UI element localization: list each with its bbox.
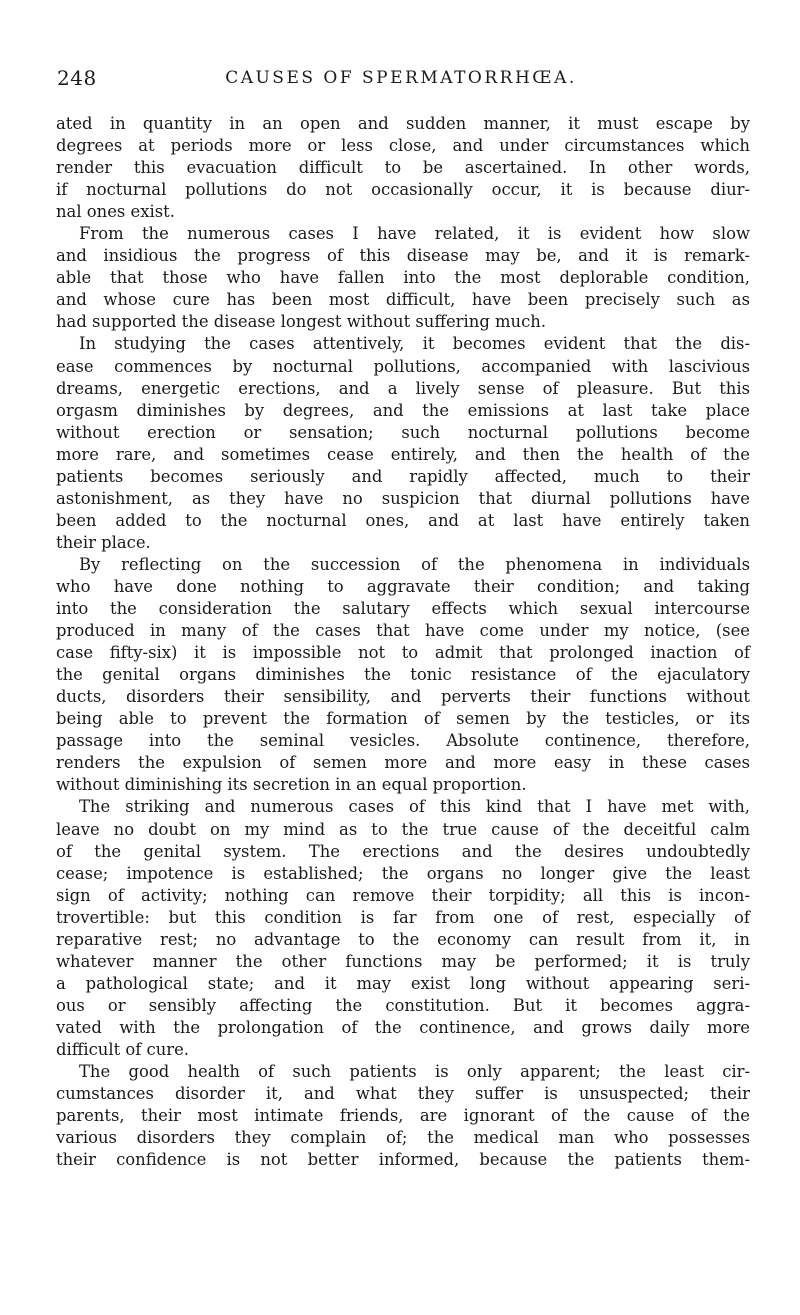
text-line: sign of activity; nothing can remove their torpidity; all this is incon- (56, 885, 750, 905)
text-line: who have done nothing to aggravate their condition; and taking (56, 576, 750, 596)
text-line: ducts, disorders their sensibility, and perverts their functions without (56, 687, 750, 707)
text-line: The good health of such patients is only apparent; the least cir- (79, 1062, 750, 1082)
text-line: From the numerous cases I have related, it is evident how slow (79, 224, 750, 244)
text-line: their confidence is not better informed, because the patients them- (56, 1150, 750, 1170)
text-line: produced in many of the cases that have come under my notice, (see (56, 621, 750, 641)
text-line: and whose cure has been most difficult, have been precisely such as (56, 290, 750, 310)
text-line: astonishment, as they have no suspicion that diurnal pollutions have (56, 488, 750, 508)
text-line: degrees at periods more or less close, and under circumstances which (56, 136, 750, 156)
text-line: ous or sensibly affecting the constitution. But it becomes aggra- (56, 995, 750, 1015)
text-line: reparative rest; no advantage to the economy can result from it, in (56, 929, 750, 949)
text-line: parents, their most intimate friends, are ignorant of the cause of the (56, 1106, 750, 1126)
text-line: cease; impotence is established; the organs no longer give the least (56, 863, 750, 883)
text-line: nal ones exist. (56, 202, 175, 222)
text-line: In studying the cases attentively, it becomes evident that the dis- (79, 334, 750, 354)
text-line: their place. (56, 532, 151, 552)
text-line: case fifty-six) it is impossible not to admit that prolonged inaction of (56, 643, 750, 663)
running-title: CAUSES OF SPERMATORRHŒA. (225, 68, 577, 88)
text-line: leave no doubt on my mind as to the true cause of the deceitful calm (56, 819, 750, 839)
text-line: trovertible: but this condition is far from one of rest, especially of (56, 907, 750, 927)
page-header (57, 66, 745, 92)
text-line: difficult of cure. (56, 1039, 190, 1059)
text-line: had supported the disease longest without suffering much. (56, 312, 547, 332)
text-line: The striking and numerous cases of this kind that I have met with, (79, 797, 750, 817)
text-line: more rare, and sometimes cease entirely, and then the health of the (56, 444, 750, 464)
text-line: the genital organs diminishes the tonic resistance of the ejaculatory (56, 665, 750, 685)
text-line: able that those who have fallen into the most deplorable condition, (56, 268, 750, 288)
text-line: patients becomes seriously and rapidly affected, much to their (56, 466, 750, 486)
text-line: By reflecting on the succession of the phenomena in individuals (79, 554, 750, 574)
text-line: whatever manner the other functions may be performed; it is truly (56, 951, 750, 971)
text-line: cumstances disorder it, and what they suffer is unsuspected; their (56, 1084, 750, 1104)
text-line: vated with the prolongation of the continence, and grows daily more (56, 1017, 750, 1037)
text-line: dreams, energetic erections, and a lively sense of pleasure. But this (56, 378, 750, 398)
text-line: without erection or sensation; such nocturnal pollutions become (56, 422, 750, 442)
text-line: if nocturnal pollutions do not occasionally occur, it is because diur- (56, 180, 750, 200)
text-line: into the consideration the salutary effects which sexual intercourse (56, 599, 750, 619)
text-line: of the genital system. The erections and the desires undoubtedly (56, 841, 750, 861)
page-number: 248 (57, 66, 97, 90)
text-line: without diminishing its secretion in an equal proportion. (56, 775, 527, 795)
text-line: orgasm diminishes by degrees, and the emissions at last take place (56, 400, 750, 420)
body-text (56, 113, 750, 1171)
text-line: a pathological state; and it may exist long without appearing seri- (56, 973, 750, 993)
text-line: passage into the seminal vesicles. Absolute continence, therefore, (56, 731, 750, 751)
text-line: ease commences by nocturnal pollutions, accompanied with lascivious (56, 356, 750, 376)
text-line: been added to the nocturnal ones, and at last have entirely taken (56, 510, 750, 530)
text-line: ated in quantity in an open and sudden manner, it must escape by (56, 114, 750, 133)
text-line: render this evacuation difficult to be ascertained. In other words, (56, 158, 750, 178)
text-line: various disorders they complain of; the medical man who possesses (56, 1128, 750, 1148)
text-line: and insidious the progress of this disease may be, and it is remark- (56, 246, 750, 266)
text-line: renders the expulsion of semen more and more easy in these cases (56, 753, 750, 773)
text-line: being able to prevent the formation of semen by the testicles, or its (56, 709, 750, 729)
